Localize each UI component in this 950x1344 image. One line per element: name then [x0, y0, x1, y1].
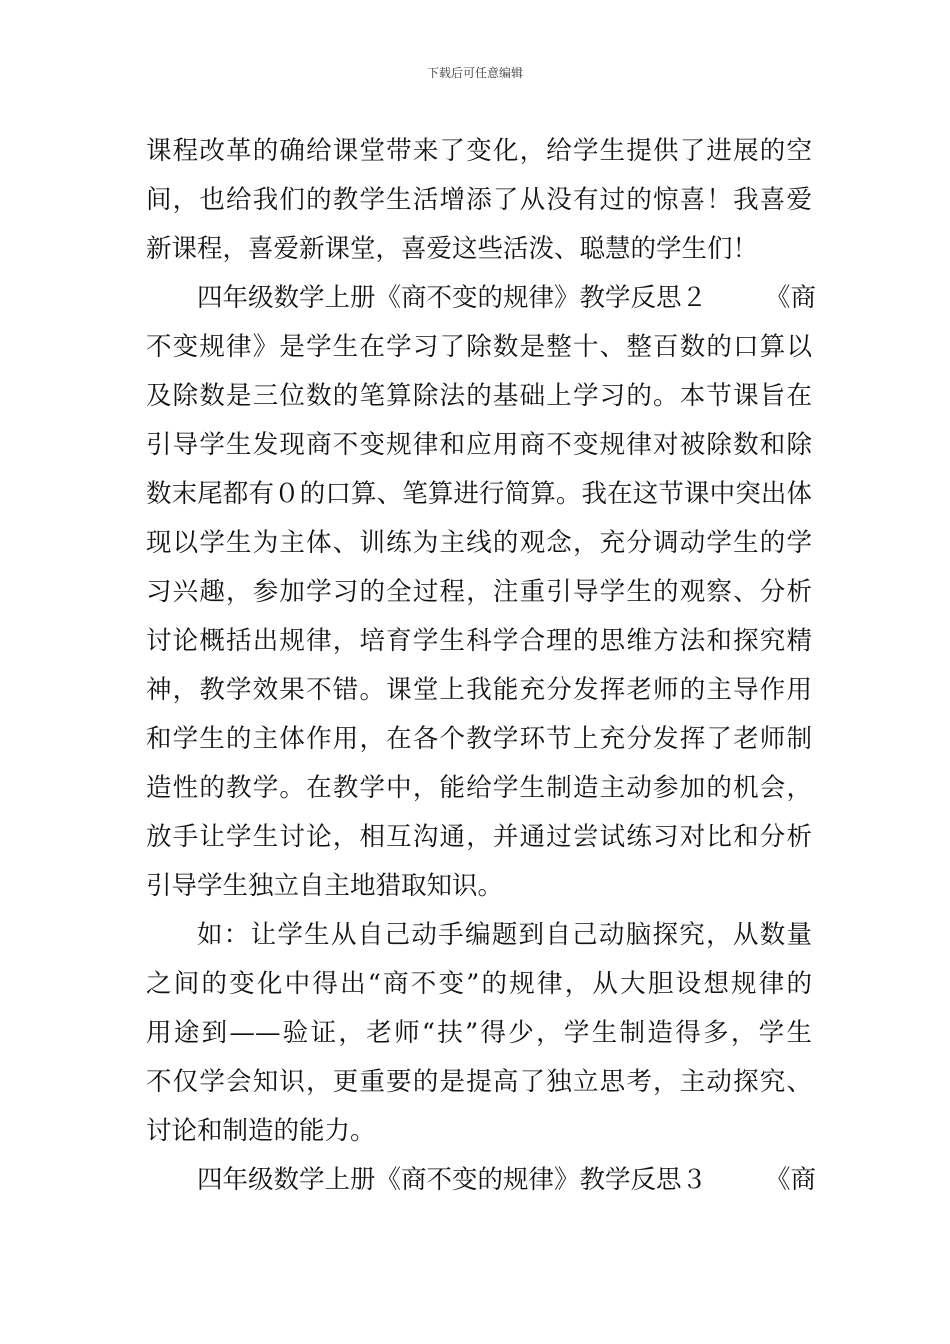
text-line: 不仅学会知识，更重要的是提高了独立思考，主动探究、 [146, 1067, 812, 1097]
text-line: 引导学生发现商不变规律和应用商不变规律对被除数和除 [146, 430, 812, 460]
paragraph-2 [146, 274, 817, 911]
text-line: 造性的教学。在教学中，能给学生制造主动参加的机会， [146, 773, 812, 803]
text-line: 及除数是三位数的笔算除法的基础上学习的。本节课旨在 [146, 381, 812, 411]
text-line: 讨论概括出规律，培育学生科学合理的思维方法和探究精 [146, 626, 812, 656]
page-header: 下载后可任意编辑 [426, 66, 523, 80]
text-line: 现以学生为主体、训练为主线的观念，充分调动学生的学 [146, 528, 812, 558]
paragraph-3 [146, 911, 812, 1156]
text-line: 如：让学生从自己动手编题到自己动脑探究，从数量 [197, 920, 812, 950]
paragraph-4 [146, 1156, 817, 1205]
text-line: 课程改革的确给课堂带来了变化，给学生提供了进展的空 [146, 136, 812, 166]
text-line: 讨论和制造的能力。 [146, 1116, 376, 1146]
section-title-line [146, 1156, 817, 1205]
text-line: 间，也给我们的教学生活增添了从没有过的惊喜！我喜爱 [146, 185, 812, 215]
text-line: 和学生的主体作用，在各个教学环节上充分发挥了老师制 [146, 724, 812, 754]
text-line: 不变规律》是学生在学习了除数是整十、整百数的口算以 [146, 332, 812, 362]
text-line: 之间的变化中得出“商不变”的规律，从大胆设想规律的 [146, 969, 812, 999]
text-line: 数末尾都有０的口算、笔算进行简算。我在这节课中突出体 [146, 479, 812, 509]
section-title: 四年级数学上册《商不变的规律》教学反思２ [197, 283, 708, 313]
paragraph-1 [146, 127, 812, 274]
text-line: 放手让学生讨论，相互沟通，并通过尝试练习对比和分析 [146, 822, 812, 852]
text-line: 引导学生独立自主地猎取知识。 [146, 871, 504, 901]
section-title-tail: 《商 [765, 283, 817, 313]
section-title-line [146, 274, 817, 323]
text-line: 新课程，喜爱新课堂，喜爱这些活泼、聪慧的学生们！ [146, 234, 759, 264]
text-line: 用途到——验证，老师“扶”得少，学生制造得多，学生 [146, 1018, 812, 1048]
text-line: 习兴趣，参加学习的全过程，注重引导学生的观察、分析 [146, 577, 812, 607]
text-line: 神，教学效果不错。课堂上我能充分发挥老师的主导作用 [146, 675, 812, 705]
document-body [146, 127, 817, 1205]
section-title-tail: 《商 [765, 1165, 817, 1195]
section-title: 四年级数学上册《商不变的规律》教学反思３ [197, 1165, 708, 1195]
